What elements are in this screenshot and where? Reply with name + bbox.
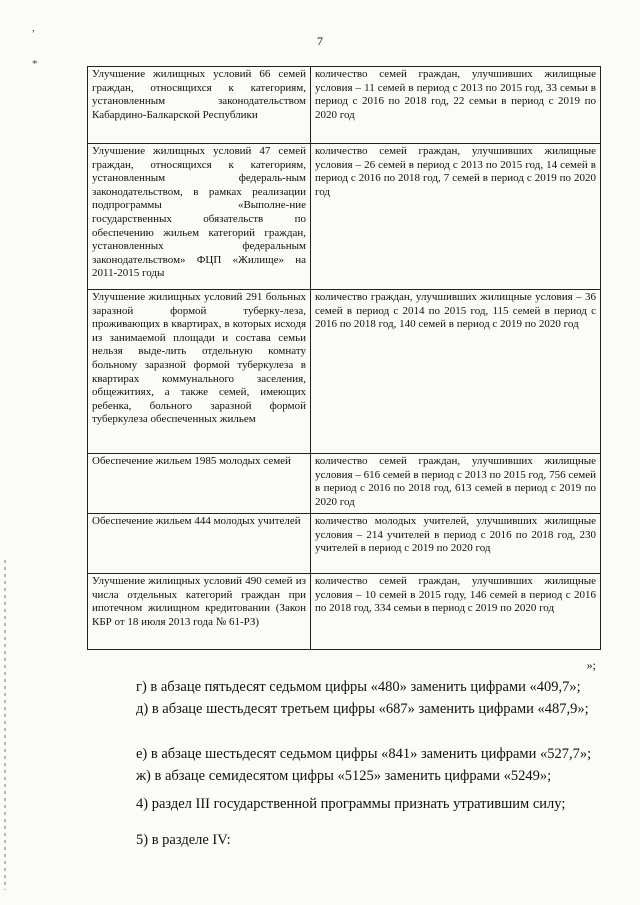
page-number: 7 xyxy=(317,34,323,48)
amendment-paragraph: е) в абзаце шестьдесят седьмом цифры «841» заменить цифрами «527,7»; xyxy=(136,746,592,762)
margin-mark: * xyxy=(32,58,38,70)
amendment-paragraph: ж) в абзаце семидесятом цифры «5125» заменить цифрами «5249»; xyxy=(136,768,552,784)
activity-cell: Улучшение жилищных условий 66 семей граждан, относящихся к категориям, установленным законодательством Кабардино-Балкарской Республики xyxy=(88,67,311,144)
activity-cell: Улучшение жилищных условий 291 больных заразной формой туберку-леза, проживающих в квартирах, в которых исходя из занимаемой площади и состава семьи нельзя выде-лить отдельную комнату больному заразной формой туберкулеза в квартирах коммунального заселения, общежитиях, а также семей, имеющих ребенка, больного заразной формой туберкулеза обеспеченных жильем xyxy=(88,290,311,454)
activity-cell: Обеспечение жильем 1985 молодых семей xyxy=(88,454,311,514)
activity-cell: Улучшение жилищных условий 490 семей из числа отдельных категорий граждан при ипотечном жилищном кредитовании (Закон КБР от 18 июля 2013 года № 61-РЗ) xyxy=(88,574,311,650)
table-row xyxy=(88,290,601,454)
table-row xyxy=(88,514,601,574)
margin-mark: , xyxy=(32,22,35,34)
amendment-paragraph: д) в абзаце шестьдесят третьем цифры «687» заменить цифрами «487,9»; xyxy=(136,701,589,717)
indicator-cell: количество молодых учителей, улучшивших жилищные условия – 214 учителей в период с 2016 по 2018 год, 230 учителей в период с 2019 по 2020 год xyxy=(311,514,601,574)
amendment-paragraph: г) в абзаце пятьдесят седьмом цифры «480» заменить цифрами «409,7»; xyxy=(136,679,581,695)
amendment-paragraph: 4) раздел III государственной программы признать утратившим силу; xyxy=(136,796,566,812)
table-row xyxy=(88,574,601,650)
indicator-cell: количество граждан, улучшивших жилищные условия – 36 семей в период с 2014 по 2015 год, 115 семей в период с 2016 по 2018 год, 140 семей в период с 2019 по 2020 год xyxy=(311,290,601,454)
activity-cell: Улучшение жилищных условий 47 семей граждан, относящихся к категориям, установленным федераль-ным законодательством, в рамках реализации подпрограммы «Выполне-ние государственных обязательств по обеспечению жильем категорий граждан, установленных федеральным законодательством» ФЦП «Жилище» на 2011-2015 годы xyxy=(88,144,311,290)
table-row xyxy=(88,144,601,290)
indicator-cell: количество семей граждан, улучшивших жилищные условия – 10 семей в 2015 году, 146 семей в период с 2016 по 2018 год, 334 семьи в период с 2019 по 2020 год xyxy=(311,574,601,650)
indicator-cell: количество семей граждан, улучшивших жилищные условия – 11 семей в период с 2013 по 2015 год, 33 семьи в период с 2016 по 2018 год, 22 семьи в период с 2019 по 2020 год xyxy=(311,67,601,144)
binding-edge xyxy=(4,560,6,890)
closing-quote: »; xyxy=(586,658,596,672)
indicator-cell: количество семей граждан, улучшивших жилищные условия – 26 семей в период с 2013 по 2015 год, 14 семей в период с 2016 по 2018 год, 7 семей в период с 2019 по 2020 год xyxy=(311,144,601,290)
amendment-paragraph: 5) в разделе IV: xyxy=(136,832,231,848)
table-row xyxy=(88,454,601,514)
table-row xyxy=(88,67,601,144)
indicator-cell: количество семей граждан, улучшивших жилищные условия – 616 семей в период с 2013 по 2015 год, 756 семей в период с 2016 по 2018 год, 613 семей в период с 2019 по 2020 год xyxy=(311,454,601,514)
activity-cell: Обеспечение жильем 444 молодых учителей xyxy=(88,514,311,574)
indicators-table xyxy=(87,66,601,650)
